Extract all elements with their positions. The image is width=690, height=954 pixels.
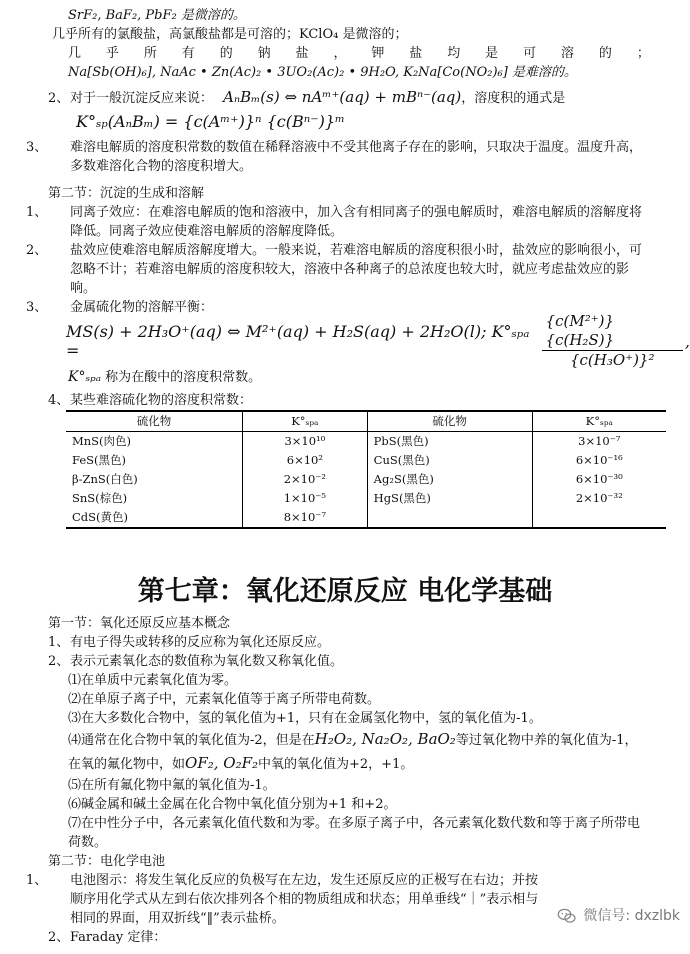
item-oxidation-number: 2、表示元素氧化态的数值称为氧化数又称氧化值。 (48, 654, 344, 669)
rule-6: ⑹碱金属和碱土金属在化合物中氧化值分别为+1 和+2。 (68, 797, 397, 812)
section-title: 第一节：氧化还原反应基本概念 (48, 616, 231, 631)
item-2: 2、对于一般沉淀反应来说： AₙBₘ(s) ⇔ nAᵐ⁺(aq) + mBⁿ⁻(aq)，溶度积的通式是 (48, 88, 566, 106)
justified-char: 的 (219, 46, 233, 61)
line-fluorides: SrF₂, BaF₂, PbF₂ 是微溶的。 (68, 8, 246, 23)
line-chlorates: 几乎所有的氯酸盐，高氯酸盐都是可溶的；KClO₄ 是微溶的； (52, 27, 408, 42)
section-title: 第二节：沉淀的生成和溶解 (48, 186, 205, 201)
item-cell-notation: 1、 电池图示：将发生氧化反应的负极写在左边，发生还原反应的正极写在右边；并按顺序用化学式从左到右依次排列各个相的物质组成和状态；用单垂线“｜”表示相与相同的界面，用双折线“‖”表示盐桥。 (26, 873, 539, 926)
justified-char: 可 (523, 46, 537, 61)
precipitation-equation: AₙBₘ(s) ⇔ nAᵐ⁺(aq) + mBⁿ⁻(aq) (223, 88, 462, 106)
justified-char: 均 (447, 46, 461, 61)
item-metal-sulfide: 3、 金属硫化物的溶解平衡： (26, 300, 214, 315)
chapter-body (26, 614, 650, 947)
ksp-formula: K°ₛₚ(AₙBₘ) = {c(Aᵐ⁺)}ⁿ {c(Bⁿ⁻)}ᵐ (76, 112, 345, 131)
table-row: β-ZnS(白色) 2×10⁻² Ag₂S(黑色) 6×10⁻³⁰ (66, 470, 666, 489)
line-insoluble-salts: Na[Sb(OH)₆], NaAc • Zn(Ac)₂ • 3UO₂(Ac)₂ • 9H₂O, K₂Na[Co(NO₂)₆] 是难溶的。 (68, 65, 577, 80)
sulfide-equation: MS(s) + 2H₃O⁺(aq) ⇔ M²⁺(aq) + H₂S(aq) + 2H₂O(l); K°ₛₚₐ = $\frac{\text{\{c(M²⁺)\}\{c(H₂S)\}}}{\text{\{c(H₃O⁺)\}²}}$ , (66, 312, 690, 369)
item-faraday: 2、Faraday 定律： (48, 930, 167, 945)
justified-char: 有 (181, 46, 195, 61)
rule-4: ⑷通常在化合物中氧的氧化值为-2，但是在H₂O₂, Na₂O₂, BaO₂等过氧化物中养的氧化值为-1，在氧的氟化物中，如OF₂, O₂F₂中氧的氧化值为+2，+1。 (68, 730, 638, 772)
watermark (557, 906, 680, 926)
justified-char: 盐 (409, 46, 423, 61)
table-row: CdS(黄色) 8×10⁻⁷ (66, 508, 666, 528)
item-3: 3、 难溶电解质的溶度积常数的数值在稀释溶液中不受其他离子存在的影响，只取决于温度。温度升高，多数难溶化合物的溶度积增大。 (26, 140, 643, 174)
justified-char: 几 (68, 46, 82, 61)
rule-7: ⑺在中性分子中，各元素氧化值代数和为零。在多原子离子中，各元素氧化数代数和等于离子所带电荷数。 (68, 816, 641, 850)
justified-char: 溶 (560, 46, 574, 61)
rule-2: ⑵在单原子离子中，元素氧化值等于离子所带电荷数。 (68, 692, 381, 707)
section-precipitation (26, 184, 650, 317)
justified-char: 乎 (105, 46, 119, 61)
item-common-ion: 1、 同离子效应：在难溶电解质的饱和溶液中，加入含有相同离子的强电解质时，难溶电解质的溶解度将降低。同离子效应使难溶电解质的溶解度降低。 (26, 205, 643, 239)
sulfide-kspa-table (66, 410, 666, 529)
solubility-notes (26, 6, 650, 176)
wechat-icon (557, 906, 577, 926)
item-sulfide-table: 4、某些难溶硫化物的溶度积常数： (48, 393, 253, 408)
justified-char: ； (636, 46, 650, 61)
justified-char: 的 (598, 46, 612, 61)
table-row: MnS(肉色) 3×10¹⁰ PbS(黑色) 3×10⁻⁷ (66, 432, 666, 452)
justified-char: 钾 (371, 46, 385, 61)
item-redox-def: 1、有电子得失或转移的反应称为氧化还原反应。 (48, 635, 331, 650)
table-header-row: 硫化物 K°ₛₚₐ 硫化物 K°ₛₚₐ (66, 411, 666, 432)
kspa-definition: K°ₛₚₐ 称为在酸中的溶度积常数。 4、某些难溶硫化物的溶度积常数： (48, 368, 650, 410)
justified-char: 是 (485, 46, 499, 61)
kspa-fraction: $\frac{\text{\{c(M²⁺)\}\{c(H₂S)\}}}{\text{\{c(H₃O⁺)\}²}}$ (542, 312, 683, 370)
rule-1: ⑴在单质中元素氧化值为零。 (68, 673, 238, 688)
item-salt-effect: 2、 盐效应使难溶电解质溶解度增大。一般来说，若难溶电解质的溶度积很小时，盐效应的影响很小，可忽略不计；若难溶电解质的溶度积较大，溶液中各种离子的总浓度也较大时，就应考虑盐效应的影响。 (26, 243, 643, 296)
watermark-text: 微信号: dxzlbk (583, 907, 680, 924)
justified-char: ， (333, 46, 347, 61)
rule-3: ⑶在大多数化合物中，氢的氧化值为+1，只有在金属氢化物中，氢的氧化值为-1。 (68, 711, 542, 726)
line-sodium-salts (48, 44, 650, 63)
rule-5: ⑸在所有氟化物中氟的氧化值为-1。 (68, 778, 276, 793)
table-row: SnS(棕色) 1×10⁻⁵ HgS(黑色) 2×10⁻³² (66, 489, 666, 508)
table-row: FeS(黑色) 6×10² CuS(黑色) 6×10⁻¹⁶ (66, 451, 666, 470)
chapter-title: 第七章：氧化还原反应 电化学基础 (137, 576, 553, 607)
section-title: 第二节：电化学电池 (48, 854, 166, 869)
justified-char: 盐 (295, 46, 309, 61)
justified-char: 钠 (257, 46, 271, 61)
justified-char: 所 (143, 46, 157, 61)
